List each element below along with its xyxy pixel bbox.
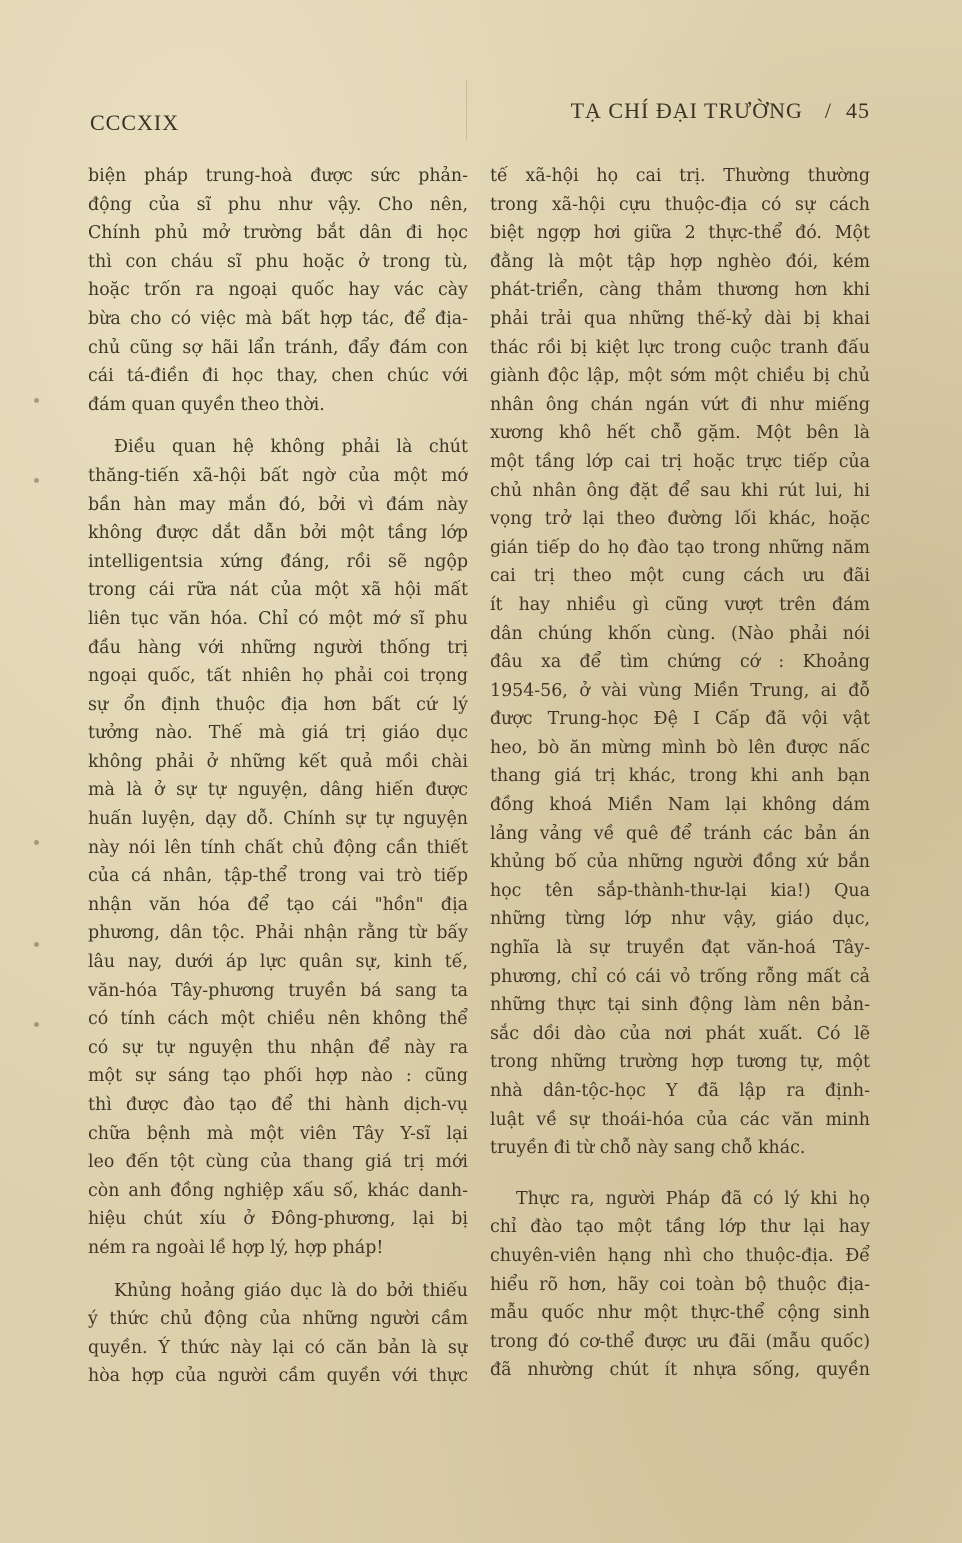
text-column-right: [490, 162, 870, 1385]
text-line: thăng-tiến xã-hội bất ngờ của một mớ: [88, 465, 468, 486]
text-line: Chính phủ mở trường bắt dân đi học: [88, 223, 468, 244]
text-line: cái tá-điền đi học thay, chen chúc với: [88, 366, 468, 387]
page-speck: [34, 478, 39, 483]
text-line: thì được đào tạo để thi hành dịch-vụ: [88, 1095, 468, 1115]
text-line: ý thức chủ động của những người cầm: [88, 1309, 468, 1330]
text-line: động của sĩ phu như vậy. Cho nên,: [88, 194, 468, 215]
text-line: khủng bố của những người đồng xứ bắn: [490, 852, 870, 873]
text-line: một sự sáng tạo phối hợp nào : cũng: [88, 1066, 468, 1087]
text-line: hiểu rõ hơn, hãy coi toàn bộ thuộc địa-: [490, 1274, 870, 1295]
text-line: sự ổn định thuộc địa hơn bất cứ lý: [88, 694, 468, 715]
chapter-roman-numeral: CCCXIX: [90, 110, 180, 135]
text-line: có tính cách một chiều nên không thể: [88, 1009, 468, 1030]
text-line: bừa cho có việc mà bất hợp tác, để địa-: [88, 308, 468, 329]
text-line: giành độc lập, một sớm một chiều bị chủ: [490, 366, 870, 387]
text-line: phương, chỉ có cái vỏ trống rỗng mất cả: [490, 966, 870, 987]
text-line: sắc dồi dào của nơi phát xuất. Có lẽ: [490, 1023, 870, 1044]
text-line: nhận văn hóa để tạo cái "hồn" địa: [88, 894, 468, 915]
paragraph-gap: [88, 419, 468, 433]
text-line: phát-triển, càng thảm thương hơn khi: [490, 280, 870, 301]
text-line: được Trung-học Đệ I Cấp đã vội vật: [490, 709, 870, 730]
text-line: vọng trở lại theo đường lối khác, hoặc: [490, 509, 870, 530]
text-line: dân chúng khốn cùng. (Nào phải nói: [490, 623, 870, 644]
text-line: những từng lớp như vậy, giáo dục,: [490, 909, 870, 930]
text-line: còn anh đồng nghiệp xấu số, khác danh-: [88, 1180, 468, 1201]
text-line: lảng vảng về quê để tránh các bản án: [490, 823, 870, 844]
text-line: phương, dân tộc. Phải nhận rằng từ bấy: [88, 923, 468, 944]
text-line: có sự tự nguyện thu nhận để này ra: [88, 1037, 468, 1058]
text-column-left: [88, 162, 468, 1391]
page-speck: [34, 1022, 39, 1027]
page-number: 45: [846, 98, 870, 123]
text-line: biện pháp trung-hoà được sức phản-: [88, 166, 468, 186]
text-line: nhân ông chán ngán vứt đi như miếng: [490, 394, 870, 415]
text-line: chỉ đào tạo một tầng lớp thư lại hay: [490, 1217, 870, 1238]
text-line: nhà dân-tộc-học Y đã lập ra định-: [490, 1081, 870, 1101]
text-line: Thực ra, người Pháp đã có lý khi họ: [516, 1188, 870, 1209]
text-line: không được dắt dẫn bởi một tầng lớp: [88, 523, 468, 544]
running-header: [571, 98, 870, 124]
text-line: quyền. Ý thức này lại có căn bản là sự: [88, 1337, 468, 1358]
text-line: thang giá trị khác, trong khi anh bạn: [490, 766, 870, 787]
text-line: nghĩa là sự truyền đạt văn-hoá Tây-: [490, 938, 870, 959]
text-line: trong xã-hội cựu thuộc-địa có sự cách: [490, 194, 870, 215]
text-line: liên tục văn hóa. Chỉ có một mớ sĩ phu: [88, 608, 468, 629]
text-line: một tầng lớp cai trị hoặc trực tiếp của: [490, 451, 870, 472]
text-line: leo đến tột cùng của thang giá trị mới: [88, 1152, 468, 1173]
text-line: đồng khoá Miền Nam lại không dám: [490, 795, 870, 816]
text-line: heo, bò ăn mừng mình bò lên được nấc: [490, 737, 870, 758]
text-line: những thực tại sinh động làm nên bản-: [490, 995, 870, 1016]
text-line: 1954-56, ở vài vùng Miền Trung, ai đỗ: [490, 680, 870, 701]
text-line: văn-hóa Tây-phương truyền bá sang ta: [88, 980, 468, 1001]
text-line: intelligentsia xứng đáng, rồi sẽ ngộp: [88, 551, 468, 572]
text-line: đâu xa để tìm chứng cớ : Khoảng: [490, 652, 870, 673]
page-speck: [34, 942, 39, 947]
text-line: chủ cũng sợ hãi lẩn tránh, đẩy đám con: [88, 337, 468, 358]
text-line: đầu hàng với những người thống trị: [88, 637, 468, 658]
text-line: hiệu chút xíu ở Đông-phương, lại bị: [88, 1209, 468, 1230]
paragraph-gap: [490, 1163, 870, 1185]
author-name: TẠ CHÍ ĐẠI TRƯỜNG: [570, 98, 803, 123]
text-line: truyền đi từ chỗ này sang chỗ khác.: [490, 1138, 806, 1159]
text-line: xương khô hết chỗ gặm. Một bên là: [490, 423, 870, 444]
text-line: ít hay nhiều gì cũng vượt trên đám: [490, 594, 870, 615]
text-line: cai trị theo một cung cách ưu đãi: [490, 566, 870, 587]
text-line: đằng là một tập hợp nghèo đói, kém: [490, 251, 870, 272]
text-line: hòa hợp của người cầm quyền với thực: [88, 1366, 468, 1387]
text-line: luật về sự thoái-hóa của các văn minh: [490, 1109, 870, 1130]
text-line: tế xã-hội họ cai trị. Thường thường: [490, 166, 870, 186]
text-line: chữa bệnh mà một viên Tây Y-sĩ lại: [88, 1123, 468, 1144]
text-line: ngoại quốc, tất nhiên họ phải coi trọng: [88, 666, 468, 687]
text-line: trong cái rữa nát của một xã hội mất: [88, 580, 468, 601]
page-speck: [34, 840, 39, 845]
text-line: bần hàn may mắn đó, bởi vì đám này: [88, 494, 468, 515]
text-line: biệt ngợp hơi giữa 2 thực-thể đó. Một: [490, 223, 870, 244]
text-line: Điều quan hệ không phải là chút: [114, 437, 468, 458]
paper-crease: [466, 80, 467, 140]
text-line: này nói lên tính chất chủ động cần thiết: [88, 837, 468, 858]
header-separator: /: [824, 98, 832, 123]
text-line: đã nhường chút ít nhựa sống, quyền: [490, 1360, 870, 1381]
text-line: tưởng nào. Thế mà giá trị giáo dục: [88, 723, 468, 744]
text-line: phải trải qua những thế-kỷ dài bị khai: [490, 308, 870, 329]
text-line: hoặc trốn ra ngoại quốc hay vác cày: [88, 280, 468, 301]
paragraph-gap: [88, 1263, 468, 1277]
text-line: huấn luyện, dạy dỗ. Chính sự tự nguyện: [88, 809, 468, 830]
text-line: mà là ở sự tự nguyện, dâng hiến được: [88, 780, 468, 801]
text-line: đám quan quyền theo thời.: [88, 394, 325, 415]
text-line: học tên sắp-thành-thư-lại kia!) Qua: [490, 880, 870, 901]
text-line: không phải ở những kết quả mồi chài: [88, 751, 468, 772]
text-line: thác rồi bị kiệt lực trong cuộc tranh đấu: [490, 337, 870, 358]
text-line: chuyên-viên hạng nhì cho thuộc-địa. Để: [490, 1245, 870, 1266]
text-line: thì con cháu sĩ phu hoặc ở trong tù,: [88, 251, 468, 272]
text-line: ném ra ngoài lề hợp lý, hợp pháp!: [88, 1237, 384, 1258]
text-line: chủ nhân ông đặt để sau khi rút lui, hi: [490, 480, 870, 501]
text-line: lâu nay, dưới áp lực quân sự, kinh tế,: [88, 952, 468, 973]
text-line: trong đó cơ-thể được ưu đãi (mẫu quốc): [490, 1331, 870, 1352]
text-line: mẫu quốc như một thực-thể cộng sinh: [490, 1303, 870, 1324]
text-line: Khủng hoảng giáo dục là do bởi thiếu: [114, 1280, 468, 1301]
page-speck: [34, 398, 39, 403]
text-line: trong những trường hợp tương tự, một: [490, 1052, 870, 1073]
text-line: của cá nhân, tập-thể trong vai trò tiếp: [88, 866, 468, 887]
text-line: gián tiếp do họ đào tạo trong những năm: [490, 537, 870, 558]
